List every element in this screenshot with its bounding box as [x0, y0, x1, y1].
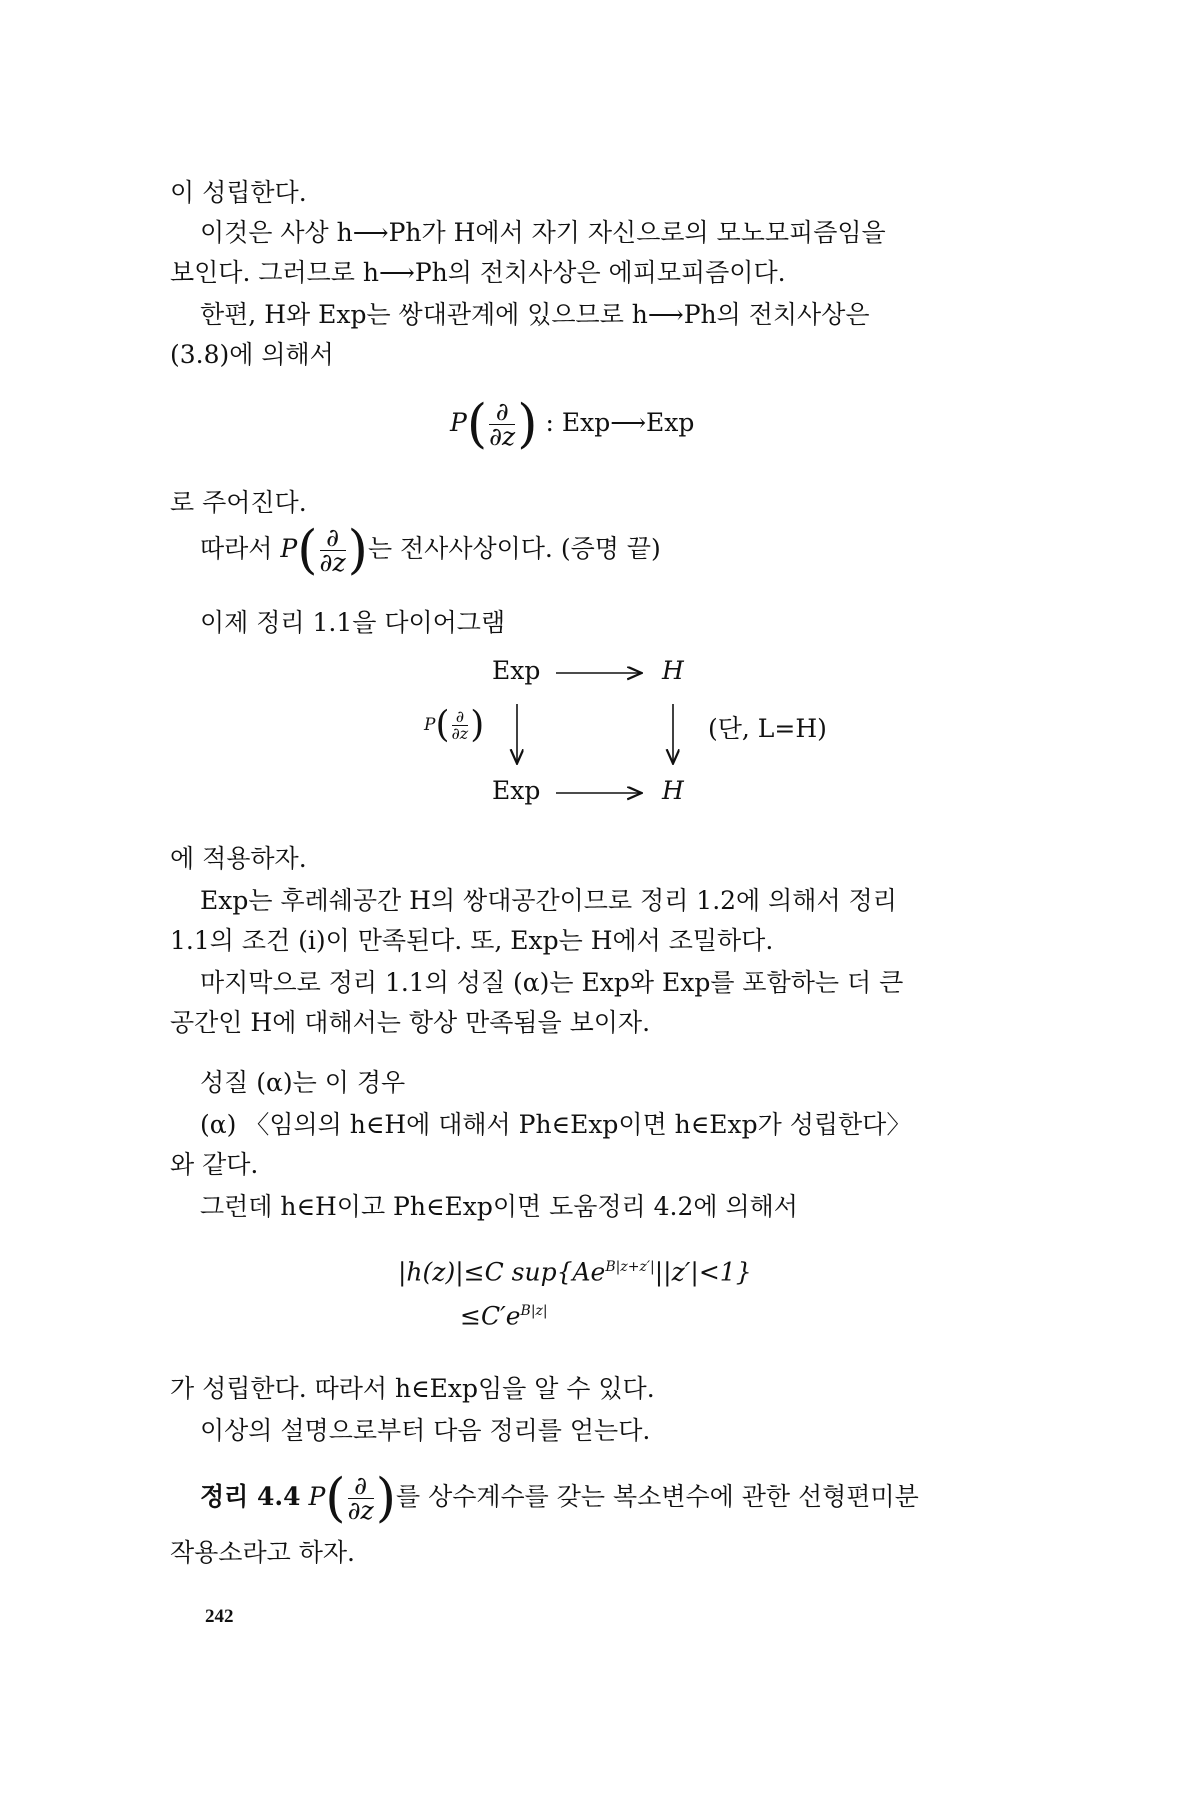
text-line: (α) 〈임의의 h∈H에 대해서 Ph∈Exp이면 h∈Exp가 성립한다〉	[200, 1110, 912, 1139]
text-line: 이상의 설명으로부터 다음 정리를 얻는다.	[200, 1416, 651, 1445]
text-line: 가 성립한다. 따라서 h∈Exp임을 알 수 있다.	[170, 1374, 655, 1403]
diagram-bottom-left: Exp	[492, 776, 541, 805]
text-line: 성질 (α)는 이 경우	[200, 1068, 406, 1097]
equation-map: P( $\frac{\partial}{\partial z}$ ) : Exp⟶Exp	[450, 394, 695, 455]
theorem-label: 정리 4.4	[200, 1482, 301, 1511]
text-line: 로 주어진다.	[170, 488, 307, 517]
inequality-1: |h(z)|≤C $sup\{Ae^{B|z+z'|}||z'|<1\}$	[398, 1257, 752, 1287]
map-tail: : Exp⟶Exp	[545, 408, 695, 437]
text-line: 이것은 사상 h⟶Ph가 H에서 자기 자신으로의 모노모피즘임을	[200, 218, 886, 247]
text-line: 와 같다.	[170, 1150, 259, 1179]
text-line: 작용소라고 하자.	[170, 1538, 355, 1567]
text-line: 이 성립한다.	[170, 178, 307, 207]
text-line: 1.1의 조건 (i)이 만족된다. 또, Exp는 H에서 조밀하다.	[170, 926, 774, 955]
text-line: 한편, H와 Exp는 쌍대관계에 있으므로 h⟶Ph의 전치사상은	[200, 300, 870, 329]
text-line: Exp는 후레쉐공간 H의 쌍대공간이므로 정리 1.2에 의해서 정리	[200, 886, 897, 915]
text-line: 그런데 h∈H이고 Ph∈Exp이면 도움정리 4.2에 의해서	[200, 1192, 798, 1221]
text-line: 이제 정리 1.1을 다이어그램	[200, 608, 506, 637]
text-line: 공간인 H에 대해서는 항상 만족됨을 보이자.	[170, 1008, 651, 1037]
theorem-line: 정리 4.4 P( $\frac{\partial}{\partial z}$ )를 상수계수를 갖는 복소변수에 관한 선형편미분	[200, 1468, 919, 1529]
diagram-note: (단, L=H)	[708, 714, 827, 743]
text-line: 에 적용하자.	[170, 844, 307, 873]
inequality-2: $\le C'e^{B|z|}$	[460, 1301, 548, 1331]
diagram-top-right: H	[662, 656, 684, 685]
diagram-bottom-right: H	[662, 776, 684, 805]
page-number: 242	[205, 1606, 234, 1627]
text-line: 마지막으로 정리 1.1의 성질 (α)는 Exp와 Exp를 포함하는 더 큰	[200, 968, 904, 997]
equation-line: 따라서 P( $\frac{\partial}{\partial z}$ )는 전사사상이다. (증명 끝)	[200, 520, 661, 581]
text-line: 보인다. 그러므로 h⟶Ph의 전치사상은 에피모피즘이다.	[170, 258, 786, 287]
p-symbol: P	[450, 408, 467, 437]
text-line: (3.8)에 의해서	[170, 340, 334, 369]
diagram-top-left: Exp	[492, 656, 541, 685]
fraction-d-dz: $\frac{\partial}{\partial z}$	[489, 397, 516, 451]
diagram-left-label: P( $\frac{\partial}{\partial z}$ )	[424, 704, 485, 746]
